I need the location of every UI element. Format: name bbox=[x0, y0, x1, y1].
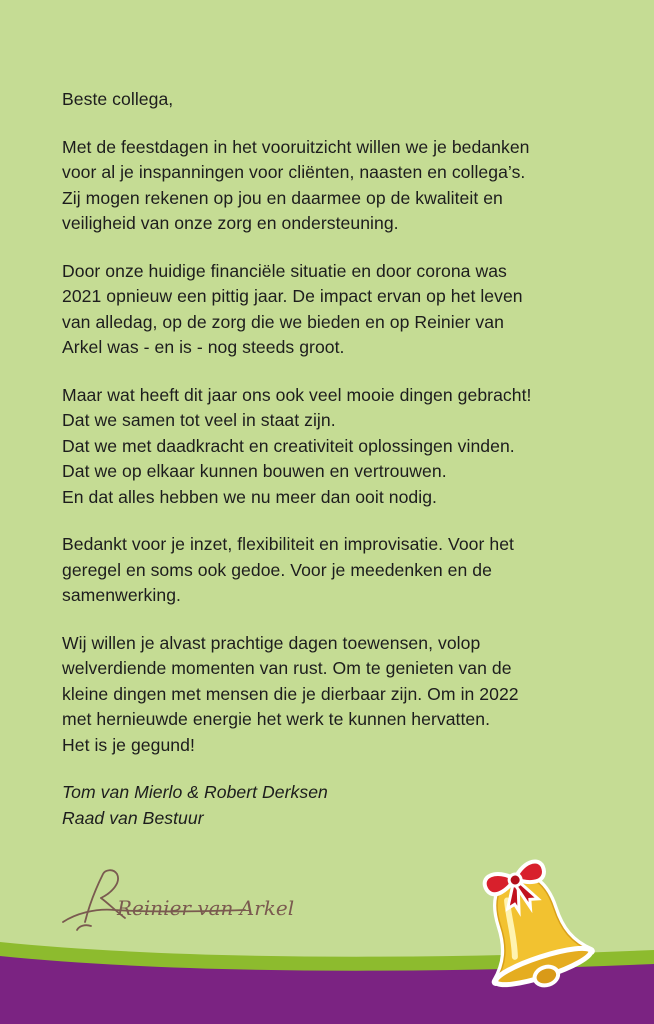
text-line: Bedankt voor je inzet, flexibiliteit en improvisatie. Voor het bbox=[62, 534, 514, 554]
text-line: En dat alles hebben we nu meer dan ooit nodig. bbox=[62, 486, 437, 507]
text-line: geregel en soms ook gedoe. Voor je meedenken en de bbox=[62, 559, 492, 580]
greeting: Beste collega, bbox=[62, 89, 174, 109]
reinier-van-arkel-logo bbox=[55, 860, 330, 950]
text-line: welverdiende momenten van rust. Om te genieten van de bbox=[62, 658, 512, 678]
paragraph-positive bbox=[62, 383, 622, 511]
paragraph-situation bbox=[62, 259, 622, 361]
paragraph-gratitude bbox=[62, 532, 622, 609]
text-line: samenwerking. bbox=[62, 585, 181, 605]
text-line: van alledag, op de zorg die we bieden en op Reinier van bbox=[62, 311, 504, 332]
text-line: Zij mogen rekenen op jou en daarmee op de kwaliteit en bbox=[62, 187, 503, 208]
logo-text: Reinier van Arkel bbox=[117, 896, 295, 920]
text-line: Wij willen je alvast prachtige dagen toewensen, volop bbox=[62, 632, 481, 653]
letter-body bbox=[62, 87, 622, 853]
text-line: Dat we op elkaar kunnen bouwen en vertrouwen. bbox=[62, 461, 447, 481]
text-line: Dat we met daadkracht en creativiteit oplossingen vinden. bbox=[62, 435, 515, 456]
text-line: Het is je gegund! bbox=[62, 734, 195, 755]
paragraph-thanks bbox=[62, 135, 622, 237]
text-line: Met de feestdagen in het vooruitzicht willen we je bedanken bbox=[62, 136, 530, 157]
text-line: Maar wat heeft dit jaar ons ook veel mooie dingen gebracht! bbox=[62, 384, 532, 405]
text-line: 2021 opnieuw een pittig jaar. De impact ervan op het leven bbox=[62, 286, 523, 306]
christmas-bell-icon bbox=[470, 858, 598, 998]
text-line: Arkel was - en is - nog steeds groot. bbox=[62, 337, 345, 357]
signature bbox=[62, 780, 622, 831]
text-line: kleine dingen met mensen die je dierbaar zijn. Om in 2022 bbox=[62, 683, 519, 704]
signature-names: Tom van Mierlo & Robert Derksen bbox=[62, 782, 328, 802]
text-line: veiligheid van onze zorg en ondersteuning. bbox=[62, 213, 399, 233]
text-line: Door onze huidige financiële situatie en door corona was bbox=[62, 260, 507, 281]
signature-role: Raad van Bestuur bbox=[62, 807, 204, 828]
text-line: Dat we samen tot veel in staat zijn. bbox=[62, 410, 336, 430]
text-line: voor al je inspanningen voor cliënten, naasten en collega’s. bbox=[62, 162, 526, 182]
paragraph-wishes bbox=[62, 631, 622, 759]
text-line: met hernieuwde energie het werk te kunnen hervatten. bbox=[62, 709, 491, 729]
